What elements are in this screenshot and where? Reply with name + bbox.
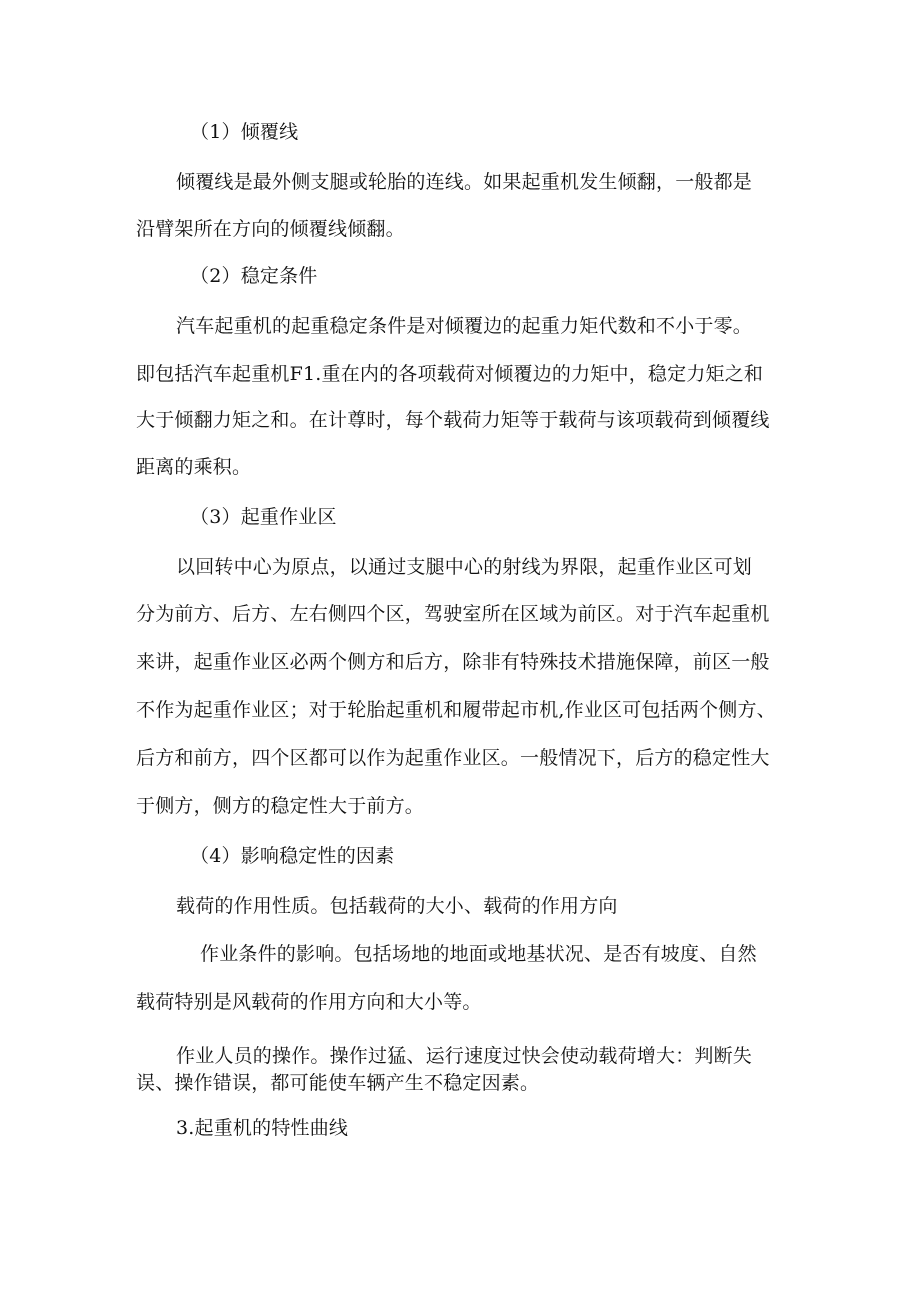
paragraph-line: 作业条件的影响。包括场地的地面或地基状况、是否有坡度、自然 — [200, 943, 757, 965]
paragraph-line: 以回转中心为原点，以通过支腿中心的射线为界限，起重作业区可划 — [176, 556, 753, 578]
heading-characteristic-curve: 3.起重机的特性曲线 — [176, 1117, 349, 1139]
paragraph-line: 来讲，起重作业区必两个侧方和后方，除非有特殊技术措施保障，前区一般 — [136, 651, 770, 673]
paragraph-line: 汽车起重机的起重稳定条件是对倾覆边的起重力矩代数和不小于零。 — [176, 315, 753, 337]
heading-stability-condition: （2）稳定条件 — [190, 265, 318, 287]
paragraph-line: 后方和前方，四个区都可以作为起重作业区。一般情况下，后方的稳定性大 — [136, 747, 770, 769]
heading-tipping-line: （1）倾覆线 — [190, 121, 299, 143]
paragraph-line: 不作为起重作业区；对于轮胎起重机和履带起市机,作业区可包括两个侧方、 — [136, 699, 776, 721]
paragraph-line: 作业人员的操作。操作过猛、运行速度过快会使动载荷增大：判断失 — [176, 1045, 753, 1067]
paragraph-line: 距离的乘积。 — [136, 456, 252, 478]
heading-stability-factors: （4）影响稳定性的因素 — [190, 845, 395, 867]
paragraph-line: 沿臂架所在方向的倾覆线倾翻。 — [136, 218, 405, 240]
paragraph-line: 载荷特别是风载荷的作用方向和大小等。 — [136, 991, 482, 1013]
paragraph-line: 即包括汽车起重机F1.重在内的各项载荷对倾覆边的力矩中，稳定力矩之和 — [136, 363, 764, 385]
paragraph-line: 载荷的作用性质。包括载荷的大小、载荷的作用方向 — [176, 895, 618, 917]
paragraph-line: 分为前方、后方、左右侧四个区，驾驶室所在区域为前区。对于汽车起重机 — [136, 603, 770, 625]
paragraph-line: 误、操作错误，都可能使车辆产生不稳定因素。 — [136, 1072, 540, 1094]
heading-lifting-area: （3）起重作业区 — [190, 506, 337, 528]
paragraph-line: 于侧方，侧方的稳定性大于前方。 — [136, 795, 425, 817]
paragraph-line: 大于倾翻力矩之和。在计尊时，每个载荷力矩等于载荷与该项载荷到倾覆线 — [136, 409, 770, 431]
paragraph-line: 倾覆线是最外侧支腿或轮胎的连线。如果起重机发生倾翻，一般都是 — [176, 171, 753, 193]
